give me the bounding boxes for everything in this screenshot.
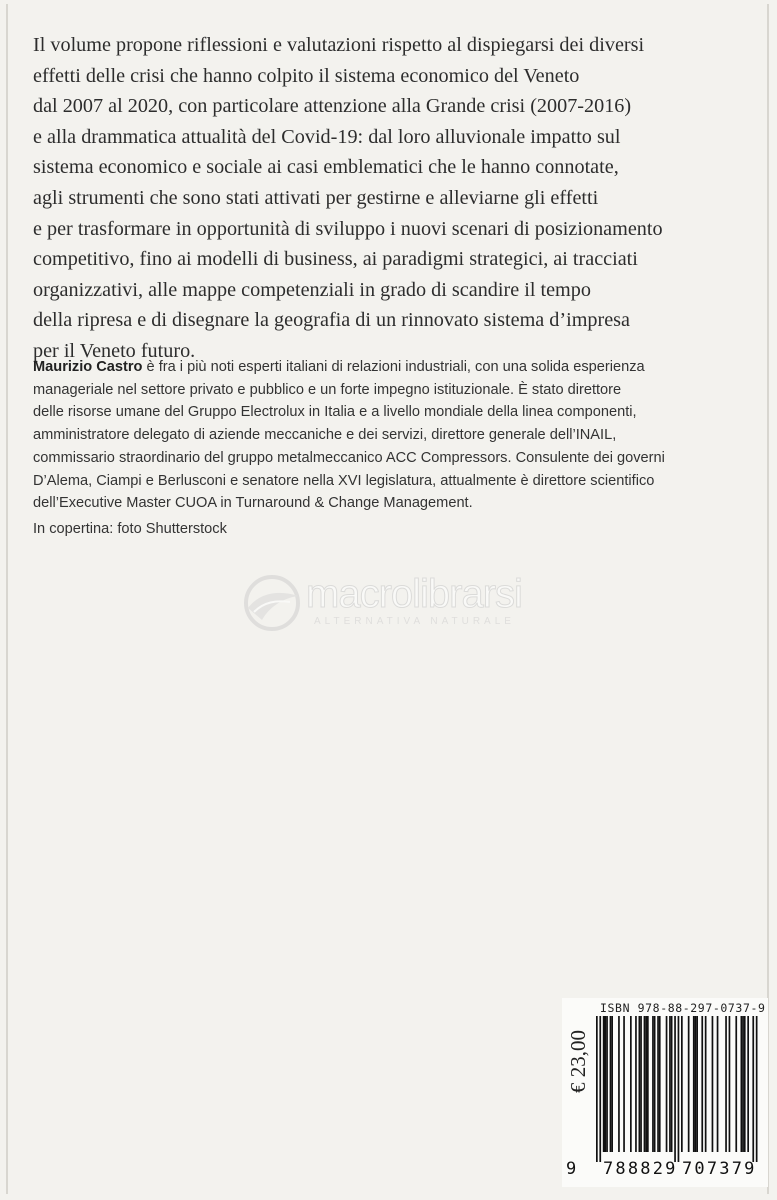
barcode-bar — [747, 1016, 749, 1152]
synopsis-line: competitivo, fino ai modelli di business, ai paradigmi strategici, ai tracciati — [33, 248, 638, 271]
barcode-bar — [717, 1016, 719, 1152]
author-bio — [33, 356, 753, 515]
leaf-circle-icon — [240, 572, 304, 634]
price-label — [566, 1073, 591, 1093]
bio-line: D’Alema, Ciampi e Berlusconi e senatore nella XVI legislatura, attualmente è direttore scientifico — [33, 472, 655, 489]
barcode-bar — [623, 1016, 625, 1152]
author-name: Maurizio Castro — [33, 359, 143, 375]
synopsis-line: dal 2007 al 2020, con particolare attenzione alla Grande crisi (2007-2016) — [33, 95, 632, 118]
barcode-bar — [742, 1016, 744, 1152]
ean-barcode — [594, 1016, 764, 1162]
synopsis-line: effetti delle crisi che hanno colpito il sistema economico del Veneto — [33, 64, 580, 87]
barcode-bar — [639, 1016, 641, 1152]
synopsis-line: agli strumenti che sono stati attivati per gestirne e alleviarne gli effetti — [33, 186, 599, 209]
barcode-bar — [610, 1016, 612, 1152]
barcode-bar — [729, 1016, 731, 1152]
barcode-guard-bar — [674, 1016, 676, 1162]
synopsis-line: della ripresa e di disegnare la geografia di un rinnovato sistema d’impresa — [33, 309, 630, 332]
barcode-bar — [644, 1016, 646, 1152]
ean-right-group: 707379 — [682, 1159, 757, 1179]
watermark-name: macrolibrarsi — [306, 572, 522, 616]
barcode-bar — [611, 1016, 613, 1152]
barcode-bar — [606, 1016, 608, 1152]
barcode-bar — [647, 1016, 649, 1152]
synopsis-line: organizzativi, alle mappe competenziali in grado di scandire il tempo — [33, 278, 591, 301]
barcode-bar — [712, 1016, 714, 1152]
barcode-bar — [744, 1016, 746, 1152]
barcode-bar — [659, 1016, 661, 1152]
barcode-bar — [705, 1016, 707, 1152]
barcode-bar — [725, 1016, 727, 1152]
bio-line: amministratore delegato di aziende meccaniche e dei servizi, direttore generale dell’INAIL, — [33, 427, 617, 444]
bio-line: dell’Executive Master CUOA in Turnaround & Change Management. — [33, 495, 473, 512]
barcode-bar — [645, 1016, 647, 1152]
barcode-bar — [652, 1016, 654, 1152]
barcode-guard-bar — [599, 1016, 601, 1162]
barcode-guard-bar — [756, 1016, 758, 1162]
bio-first-line-text: è fra i più noti esperti italiani di relazioni industriali, con una solida esperienza — [142, 359, 645, 375]
barcode-guard-bar — [596, 1016, 598, 1162]
isbn-label: ISBN 978-88-297-0737-9 — [600, 1001, 766, 1015]
barcode-bar — [666, 1016, 668, 1152]
barcode-bar — [657, 1016, 659, 1152]
barcode-bar — [671, 1016, 673, 1152]
bio-line — [33, 356, 753, 379]
barcode-bar — [701, 1016, 703, 1152]
barcode-bar — [640, 1016, 642, 1152]
ean-first-digit: 9 — [566, 1159, 577, 1179]
barcode-bar — [735, 1016, 737, 1152]
bio-line: commissario straordinario del gruppo metalmeccanico ACC Compressors. Consulente dei governi — [33, 449, 665, 466]
barcode-bar — [618, 1016, 620, 1152]
synopsis-line: e per trasformare in opportunità di sviluppo i nuovi scenari di posizionamento — [33, 217, 663, 240]
barcode-bar — [603, 1016, 605, 1152]
barcode-guard-bar — [678, 1016, 680, 1162]
barcode-bar — [696, 1016, 698, 1152]
ean-left-group: 788829 — [603, 1159, 678, 1179]
barcode-bar — [605, 1016, 607, 1152]
watermark-tagline: ALTERNATIVA NATURALE — [314, 616, 515, 627]
cover-credit: In copertina: foto Shutterstock — [33, 521, 227, 537]
synopsis-line: per il Veneto futuro. — [33, 339, 196, 362]
barcode-guard-bar — [752, 1016, 754, 1162]
barcode-bar — [654, 1016, 656, 1152]
bio-line: delle risorse umane del Gruppo Electrolux in Italia e a livello mondiale della linea componenti, — [33, 404, 637, 421]
synopsis-line: e alla drammatica attualità del Covid-19: dal loro alluvionale impatto sul — [33, 125, 621, 148]
synopsis-line: sistema economico e sociale ai casi emblematici che le hanno connotate, — [33, 156, 619, 179]
barcode-bar — [635, 1016, 637, 1152]
barcode-bar — [695, 1016, 697, 1152]
synopsis-text — [33, 30, 753, 367]
barcode-bar — [630, 1016, 632, 1152]
barcode-bar — [669, 1016, 671, 1152]
barcode-bar — [693, 1016, 695, 1152]
barcode-bar — [688, 1016, 690, 1152]
synopsis-line: Il volume propone riflessioni e valutazioni rispetto al dispiegarsi dei diversi — [33, 34, 645, 56]
barcode-bar — [741, 1016, 743, 1152]
bio-line: manageriale nel settore privato e pubblico e un forte impegno istituzionale. È stato direttore — [33, 381, 622, 398]
watermark — [240, 570, 550, 640]
barcode-bar — [681, 1016, 683, 1152]
